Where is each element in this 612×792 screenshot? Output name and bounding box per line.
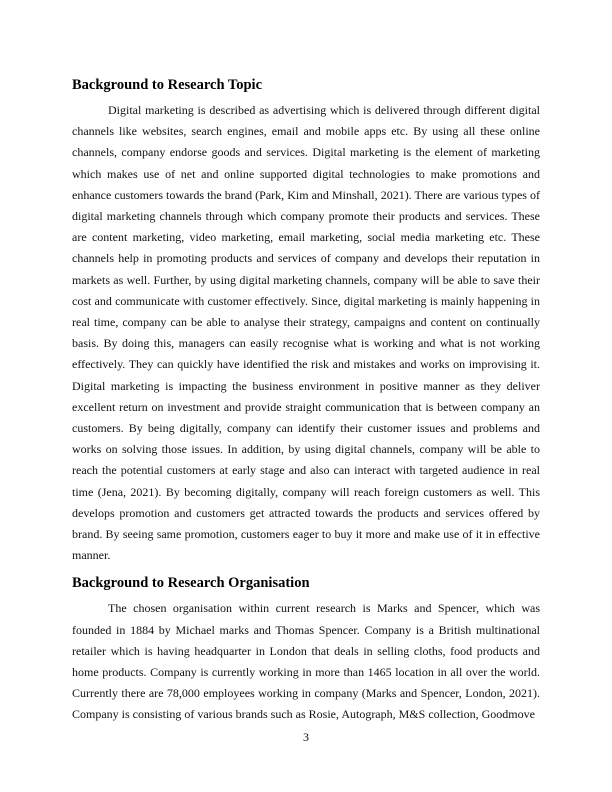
heading-research-organisation: Background to Research Organisation xyxy=(72,575,310,592)
page-number: 3 xyxy=(303,730,309,744)
heading-research-topic: Background to Research Topic xyxy=(72,77,263,93)
paragraph-research-topic: Digital marketing is described as advertising which is delivered through different digital channels like websites, search engines, email and mobile apps etc. By using all these online channels, company endorse goods and services. Digital marketing is the element of marketing which makes use of net and online supported digital technologies to make promotions and enhance customers towards the brand (Park, Kim and Minshall, 2021). There are various types of digital marketing channels through which company promote their products and services. These are content marketing, video marketing, email marketing, social media marketing etc. These channels help in promoting products and services of company and develops their reputation in markets as well. Further, by using digital marketing channels, company will be able to save their cost and communicate with customer effectively. Since, digital marketing is mainly happening in real time, company can be able to analyse their strategy, campaigns and content on continually basis. By doing this, managers can easily recognise what is working and what is not working effectively. They can quickly have identified the risk and mistakes and works on improvising it. Digital marketing is impacting the business environment in positive manner as they deliver excellent return on investment and provide straight communication that is between company an customers. By being digitally, company can identify their customer issues and problems and works on solving those issues. In addition, by using digital channels, company will be able to reach the potential customers at early stage and also can interact with targeted audience in real time (Jena, 2021). By becoming digitally, company will reach foreign customers as well. This develops promotion and customers get attracted towards the products and services offered by brand. By seeing same promotion, customers eager to buy it more and make use of it in effective manner. xyxy=(72,103,540,563)
page-content xyxy=(72,76,540,726)
paragraph-research-organisation: The chosen organisation within current research is Marks and Spencer, which was founded in 1884 by Michael marks and Thomas Spencer. Company is a British multinational retailer which is having headquarter in London that deals in selling cloths, food products and home products. Company is currently working in more than 1465 location in all over the world. Currently there are 78,000 employees working in company (Marks and Spencer, London, 2021). Company is consisting of various brands such as Rosie, Autograph, M&S collection, Goodmove xyxy=(72,601,540,722)
